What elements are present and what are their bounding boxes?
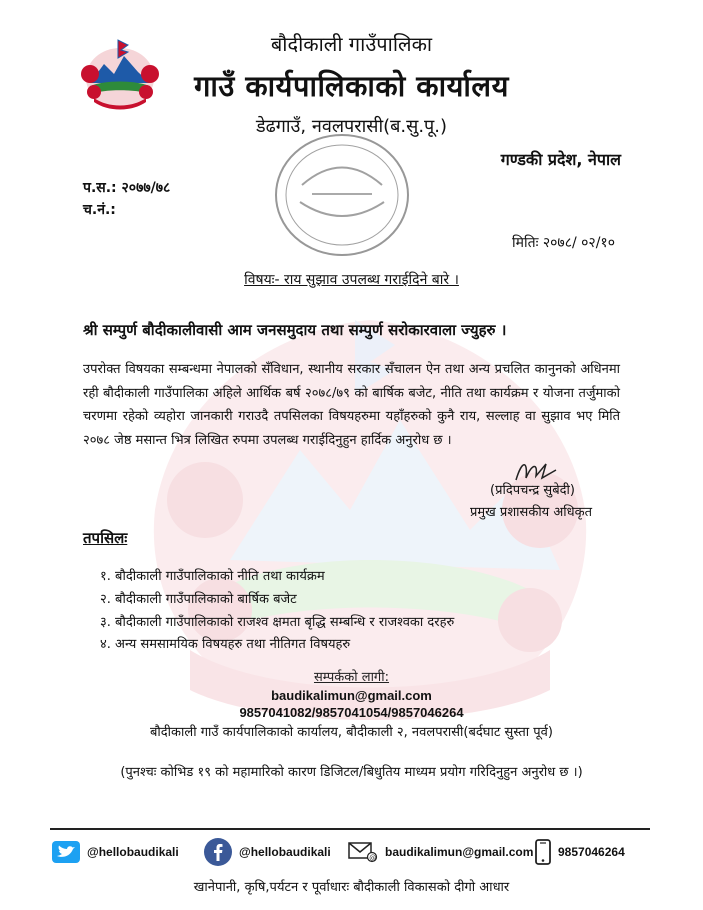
office-stamp	[272, 130, 412, 260]
letter-body: उपरोक्त विषयका सम्बन्धमा नेपालको सँविधान, स्थानीय सरकार सँचालन ऐन तथा अन्य प्रचलित कानुनको अधिनमा रही बौदीकाली गाउँपालिका अहिले आर्थिक बर्ष २०७८/७९ को बार्षिक बजेट, नीति तथा कार्यक्रम र योजना तर्जुमाको चरणमा रहेको व्यहोरा जानकारी गराउदै तपसिलका विषयहरुमा यहाँहरुको कुनै राय, सल्लाह वा सुझाव भए मिति २०७८ जेष्ठ मसान्त भित्र लिखित रुपमा उपलब्ध गराईदिनुहुन हार्दिक अनुरोध छ ।	[83, 362, 620, 448]
details-item: ३. बौदीकाली गाउँपालिकाको राजश्व क्षमता बृद्धि सम्बन्धि र राजश्वका दरहरु	[100, 615, 455, 630]
reference-number: प.स.: २०७७/७८	[83, 180, 171, 196]
municipality-name: बौदीकाली गाउँपालिका	[270, 32, 433, 56]
letter-date: मितिः २०७८/ ०२/१०	[511, 235, 615, 251]
facebook-handle: @hellobaudikali	[239, 845, 331, 859]
footer-divider	[50, 828, 650, 830]
mail-icon	[348, 841, 378, 863]
details-heading: तपसिलः	[83, 529, 128, 547]
dispatch-number: च.नं.:	[83, 202, 116, 218]
phone-link[interactable]	[535, 840, 625, 864]
contact-address: बौदीकाली गाउँ कार्यपालिकाको कार्यालय, बौदीकाली २, नवलपरासी(बर्दघाट सुस्ता पूर्व)	[149, 725, 553, 740]
subject-line	[0, 270, 703, 289]
contact-heading: सम्पर्कको लागी:	[313, 670, 390, 685]
signer-title: प्रमुख प्रशासकीय अधिकृत	[470, 505, 593, 520]
subject-text: विषयः- राय सुझाव उपलब्ध गराईदिने बारे ।	[244, 272, 459, 288]
contact-email[interactable]: baudikalimun@gmail.com	[271, 688, 432, 703]
contact-phones: 9857041082/9857041054/9857046264	[239, 705, 464, 720]
office-title: गाउँ कार्यपालिकाको कार्यालय	[194, 69, 509, 103]
details-item: २. बौदीकाली गाउँपालिकाको बार्षिक बजेट	[100, 592, 297, 607]
facebook-link[interactable]	[204, 840, 331, 864]
office-address: डेढगाउँ, नवलपरासी(ब.सु.पू.)	[255, 116, 448, 137]
details-item: ४. अन्य समसामयिक विषयहरु तथा नीतिगत विषयहरु	[100, 637, 351, 652]
salutation: श्री सम्पुर्ण बौदीकालीवासी आम जनसमुदाय तथा सम्पुर्ण सरोकारवाला ज्युहरु ।	[83, 321, 507, 339]
phone-icon	[535, 839, 551, 865]
details-item: १. बौदीकाली गाउँपालिकाको नीति तथा कार्यक्रम	[100, 569, 325, 584]
footer-phone: 9857046264	[558, 845, 625, 859]
footer-tagline: खानेपानी, कृषि,पर्यटन र पूर्वाधारः बौदीकाली विकासको दीगो आधार	[193, 880, 510, 895]
footer-email: baudikalimun@gmail.com	[385, 845, 534, 859]
postscript-note: (पुनश्चः कोभिड १९ को महामारिको कारण डिजिटल/बिधुतिय माध्यम प्रयोग गरिदिनुहुन अनुरोध छ ।)	[120, 765, 583, 780]
twitter-icon	[52, 841, 80, 863]
twitter-handle: @hellobaudikali	[87, 845, 179, 859]
signer-name: (प्रदिपचन्द्र सुबेदी)	[490, 483, 575, 498]
province-label: गण्डकी प्रदेश, नेपाल	[500, 150, 621, 169]
svg-text:@: @	[369, 853, 377, 862]
twitter-link[interactable]	[52, 840, 179, 864]
facebook-icon	[204, 838, 232, 866]
email-link[interactable]	[348, 840, 533, 864]
